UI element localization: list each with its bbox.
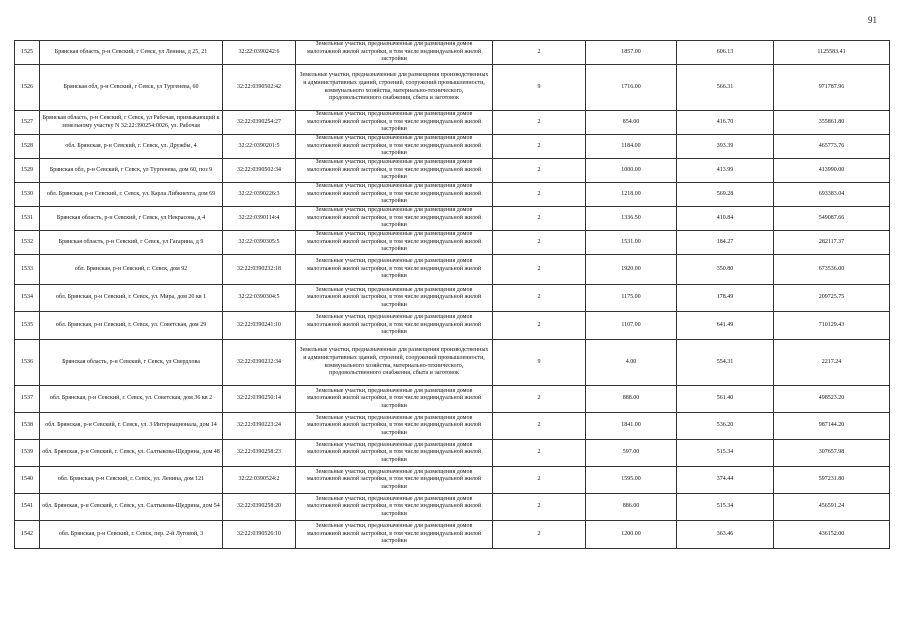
category-cell: 2: [493, 207, 586, 231]
cadastral-number-cell: 32:22:0390232:18: [223, 255, 296, 285]
row-number: 1538: [15, 413, 40, 440]
cadastral-value-cell: 971787.96: [774, 65, 890, 111]
cadastral-value-cell: 307657.98: [774, 440, 890, 467]
cadastral-number-cell: 32:22:0390232:34: [223, 340, 296, 386]
unit-price-cell: 374.44: [677, 467, 774, 494]
unit-price-cell: 363.46: [677, 521, 774, 549]
address-cell: Брянская область, р-н Севский, г Севск, ул Ленина, д 25, 21: [40, 41, 223, 65]
unit-price-cell: 569.28: [677, 183, 774, 207]
address-cell: обл. Брянская, р-н Севский, г. Севск, ул. Ленина, дом 121: [40, 467, 223, 494]
area-cell: 1716.00: [586, 65, 677, 111]
cadastral-number-cell: 32:22:0390305:5: [223, 231, 296, 255]
page-number: 91: [868, 15, 877, 25]
land-use-cell: Земельные участки, предназначенные для размещения производственных и административных зданий, строений, сооружений промышленности, коммунального хозяйства, материально-технического, продовольственного снабжения, сбыта и заготовок: [296, 340, 493, 386]
unit-price-cell: 515.34: [677, 494, 774, 521]
row-number: 1542: [15, 521, 40, 549]
area-cell: 1857.00: [586, 41, 677, 65]
land-use-cell: Земельные участки, предназначенные для размещения домов малоэтажной жилой застройки, в том числе индивидуальной жилой застройки: [296, 467, 493, 494]
land-use-cell: Земельные участки, предназначенные для размещения домов малоэтажной жилой застройки, в том числе индивидуальной жилой застройки: [296, 413, 493, 440]
land-use-cell: Земельные участки, предназначенные для размещения домов малоэтажной жилой застройки, в том числе индивидуальной жилой застройки: [296, 41, 493, 65]
cadastral-number-cell: 32:22:0390241:10: [223, 312, 296, 340]
table-row: [15, 494, 890, 521]
table-row: [15, 135, 890, 159]
area-cell: 1000.00: [586, 159, 677, 183]
land-use-cell: Земельные участки, предназначенные для размещения домов малоэтажной жилой застройки, в том числе индивидуальной жилой застройки: [296, 111, 493, 135]
cadastral-number-cell: 32:22:0390258:23: [223, 440, 296, 467]
area-cell: 1531.00: [586, 231, 677, 255]
address-cell: Брянская область, р-н Севский, г Севск, ул Рабочая, примыкающий к земельному участку N 32:22:390254:0026, ул. Рабочая: [40, 111, 223, 135]
cadastral-value-cell: 498523.20: [774, 386, 890, 413]
cadastral-number-cell: 32:22:0390258:20: [223, 494, 296, 521]
land-use-cell: Земельные участки, предназначенные для размещения домов малоэтажной жилой застройки, в том числе индивидуальной жилой застройки: [296, 494, 493, 521]
table-row: [15, 285, 890, 312]
category-cell: 2: [493, 467, 586, 494]
area-cell: 1184.00: [586, 135, 677, 159]
land-use-cell: Земельные участки, предназначенные для размещения домов малоэтажной жилой застройки, в том числе индивидуальной жилой застройки: [296, 135, 493, 159]
table-row: [15, 413, 890, 440]
category-cell: 2: [493, 521, 586, 549]
land-use-cell: Земельные участки, предназначенные для размещения домов малоэтажной жилой застройки, в том числе индивидуальной жилой застройки: [296, 312, 493, 340]
cadastral-number-cell: 32:22:0390304:5: [223, 285, 296, 312]
unit-price-cell: 561.40: [677, 386, 774, 413]
cadastral-value-cell: 355861.80: [774, 111, 890, 135]
address-cell: обл. Брянская, р-н Севский, г. Севск, ул. Мира, дом 20 кв 1: [40, 285, 223, 312]
category-cell: 9: [493, 340, 586, 386]
row-number: 1527: [15, 111, 40, 135]
area-cell: 1595.00: [586, 467, 677, 494]
land-use-cell: Земельные участки, предназначенные для размещения домов малоэтажной жилой застройки, в том числе индивидуальной жилой застройки: [296, 255, 493, 285]
cadastral-value-cell: 282117.37: [774, 231, 890, 255]
table-row: [15, 340, 890, 386]
area-cell: 1920.00: [586, 255, 677, 285]
address-cell: обл. Брянская, р-н Севский, г. Севск, ул. Салтыкова-Щедрина, дом 48: [40, 440, 223, 467]
table-row: [15, 65, 890, 111]
cadastral-number-cell: 32:22:0390524:2: [223, 467, 296, 494]
table-row: [15, 467, 890, 494]
cadastral-value-cell: 2217.24: [774, 340, 890, 386]
unit-price-cell: 350.80: [677, 255, 774, 285]
address-cell: Брянская обл, р-н Севский, г Севск, ул Тургенева, дом 60, поз 9: [40, 159, 223, 183]
table-row: [15, 440, 890, 467]
address-cell: Брянская область, р-н Севский, г Севск, ул Некрасова, д 4: [40, 207, 223, 231]
cadastral-value-cell: 597231.80: [774, 467, 890, 494]
cadastral-value-cell: 673536.00: [774, 255, 890, 285]
cadastral-number-cell: 32:22:0390250:14: [223, 386, 296, 413]
address-cell: обл. Брянская, р-н Севский, г. Севск, ул. 3 Интернационала, дом 14: [40, 413, 223, 440]
address-cell: обл. Брянская, р-н Севский, г. Севск, ул. Дружбы, 4: [40, 135, 223, 159]
area-cell: 1336.50: [586, 207, 677, 231]
category-cell: 9: [493, 65, 586, 111]
unit-price-cell: 536.20: [677, 413, 774, 440]
address-cell: обл. Брянская, р-н Севский, г. Севск, ул. Салтыкова-Щедрина, дом 54: [40, 494, 223, 521]
address-cell: Брянская область, р-н Севский, г Севск, ул Свердлова: [40, 340, 223, 386]
land-registry-table: [14, 40, 890, 549]
category-cell: 2: [493, 440, 586, 467]
address-cell: обл. Брянская, р-н Севский, г. Севск, ул. Советская, дом 29: [40, 312, 223, 340]
area-cell: 854.00: [586, 111, 677, 135]
address-cell: Брянская область, р-н Севский, г Севск, ул Гагарина, д 9: [40, 231, 223, 255]
category-cell: 2: [493, 135, 586, 159]
unit-price-cell: 515.34: [677, 440, 774, 467]
table-row: [15, 111, 890, 135]
cadastral-value-cell: 436152.00: [774, 521, 890, 549]
cadastral-value-cell: 456591.24: [774, 494, 890, 521]
area-cell: 4.00: [586, 340, 677, 386]
cadastral-value-cell: 710129.43: [774, 312, 890, 340]
cadastral-number-cell: 32:22:0390242:6: [223, 41, 296, 65]
category-cell: 2: [493, 231, 586, 255]
address-cell: обл. Брянская, р-н Севский, г. Севск, ул. Карла Либкнехта, дом 69: [40, 183, 223, 207]
unit-price-cell: 184.27: [677, 231, 774, 255]
address-cell: Брянская обл, р-н Севский, г Севск, ул Тургенева, 60: [40, 65, 223, 111]
category-cell: 2: [493, 159, 586, 183]
cadastral-value-cell: 693383.04: [774, 183, 890, 207]
cadastral-value-cell: 413990.00: [774, 159, 890, 183]
unit-price-cell: 641.49: [677, 312, 774, 340]
area-cell: 1175.00: [586, 285, 677, 312]
table-row: [15, 312, 890, 340]
land-use-cell: Земельные участки, предназначенные для размещения домов малоэтажной жилой застройки, в том числе индивидуальной жилой застройки: [296, 521, 493, 549]
land-use-cell: Земельные участки, предназначенные для размещения домов малоэтажной жилой застройки, в том числе индивидуальной жилой застройки: [296, 159, 493, 183]
category-cell: 2: [493, 255, 586, 285]
unit-price-cell: 554.31: [677, 340, 774, 386]
row-number: 1540: [15, 467, 40, 494]
land-use-cell: Земельные участки, предназначенные для размещения домов малоэтажной жилой застройки, в том числе индивидуальной жилой застройки: [296, 386, 493, 413]
category-cell: 2: [493, 111, 586, 135]
area-cell: 888.00: [586, 386, 677, 413]
category-cell: 2: [493, 413, 586, 440]
area-cell: 1841.00: [586, 413, 677, 440]
unit-price-cell: 410.84: [677, 207, 774, 231]
unit-price-cell: 393.39: [677, 135, 774, 159]
table-row: [15, 255, 890, 285]
row-number: 1526: [15, 65, 40, 111]
unit-price-cell: 178.49: [677, 285, 774, 312]
category-cell: 2: [493, 386, 586, 413]
address-cell: обл. Брянская, р-н Севский, г. Севск, дом 92: [40, 255, 223, 285]
category-cell: 2: [493, 494, 586, 521]
row-number: 1533: [15, 255, 40, 285]
row-number: 1525: [15, 41, 40, 65]
row-number: 1532: [15, 231, 40, 255]
unit-price-cell: 566.31: [677, 65, 774, 111]
table-row: [15, 41, 890, 65]
unit-price-cell: 606.13: [677, 41, 774, 65]
address-cell: обл. Брянская, р-н Севский, г. Севск, ул. Советская, дом 36 кв 2: [40, 386, 223, 413]
row-number: 1530: [15, 183, 40, 207]
row-number: 1534: [15, 285, 40, 312]
table-row: [15, 183, 890, 207]
land-use-cell: Земельные участки, предназначенные для размещения домов малоэтажной жилой застройки, в том числе индивидуальной жилой застройки: [296, 440, 493, 467]
area-cell: 886.00: [586, 494, 677, 521]
row-number: 1536: [15, 340, 40, 386]
unit-price-cell: 416.70: [677, 111, 774, 135]
area-cell: 1200.00: [586, 521, 677, 549]
table-row: [15, 159, 890, 183]
row-number: 1537: [15, 386, 40, 413]
address-cell: обл. Брянская, р-н Севский, г. Севск, пер. 2-й Луговой, 3: [40, 521, 223, 549]
land-use-cell: Земельные участки, предназначенные для размещения домов малоэтажной жилой застройки, в том числе индивидуальной жилой застройки: [296, 207, 493, 231]
cadastral-value-cell: 549087.66: [774, 207, 890, 231]
category-cell: 2: [493, 183, 586, 207]
row-number: 1528: [15, 135, 40, 159]
cadastral-number-cell: 32:22:0390223:24: [223, 413, 296, 440]
cadastral-number-cell: 32:22:0390502:34: [223, 159, 296, 183]
cadastral-value-cell: 1125583.41: [774, 41, 890, 65]
area-cell: 1107.00: [586, 312, 677, 340]
area-cell: 597.00: [586, 440, 677, 467]
row-number: 1539: [15, 440, 40, 467]
cadastral-number-cell: 32:22:0390114:4: [223, 207, 296, 231]
land-use-cell: Земельные участки, предназначенные для размещения производственных и административных зданий, строений, сооружений промышленности, коммунального хозяйства, материально-технического, продовольственного снабжения, сбыта и заготовок: [296, 65, 493, 111]
table-row: [15, 231, 890, 255]
row-number: 1531: [15, 207, 40, 231]
cadastral-value-cell: 465773.76: [774, 135, 890, 159]
land-use-cell: Земельные участки, предназначенные для размещения домов малоэтажной жилой застройки, в том числе индивидуальной жилой застройки: [296, 285, 493, 312]
cadastral-number-cell: 32:22:0390226:3: [223, 183, 296, 207]
unit-price-cell: 413.99: [677, 159, 774, 183]
land-use-cell: Земельные участки, предназначенные для размещения домов малоэтажной жилой застройки, в том числе индивидуальной жилой застройки: [296, 183, 493, 207]
row-number: 1541: [15, 494, 40, 521]
row-number: 1529: [15, 159, 40, 183]
cadastral-value-cell: 987144.20: [774, 413, 890, 440]
table-row: [15, 521, 890, 549]
area-cell: 1218.00: [586, 183, 677, 207]
category-cell: 2: [493, 41, 586, 65]
land-use-cell: Земельные участки, предназначенные для размещения домов малоэтажной жилой застройки, в том числе индивидуальной жилой застройки: [296, 231, 493, 255]
category-cell: 2: [493, 312, 586, 340]
category-cell: 2: [493, 285, 586, 312]
cadastral-number-cell: 32:22:0390201:5: [223, 135, 296, 159]
cadastral-value-cell: 209725.75: [774, 285, 890, 312]
table-row: [15, 386, 890, 413]
cadastral-number-cell: 32:22:0390502:42: [223, 65, 296, 111]
cadastral-number-cell: 32:22:0390254:27: [223, 111, 296, 135]
row-number: 1535: [15, 312, 40, 340]
cadastral-number-cell: 32:22:0390526:10: [223, 521, 296, 549]
table-row: [15, 207, 890, 231]
